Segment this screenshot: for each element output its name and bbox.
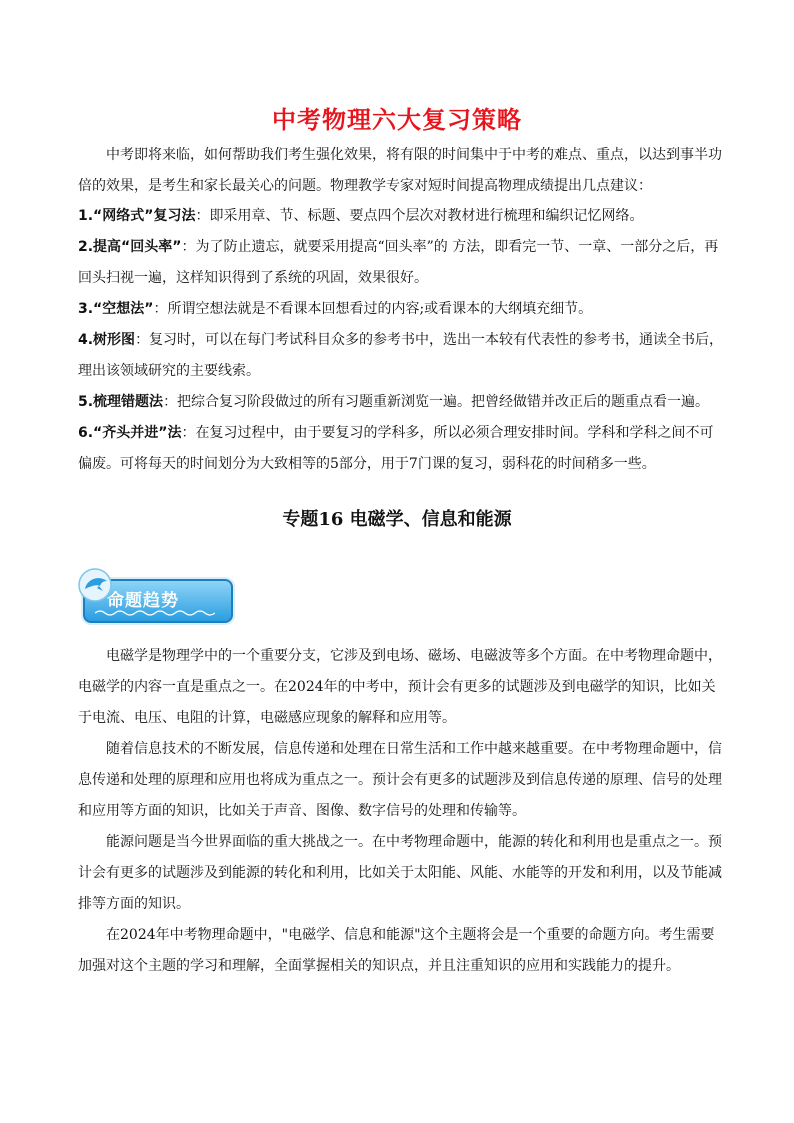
section-subtitle: 专题16 电磁学、信息和能源 xyxy=(282,509,512,530)
item-label: 5.梳理错题法 xyxy=(78,394,164,410)
body-paragraph: 能源问题是当今世界面临的重大挑战之一。在中考物理命题中，能源的转化和利用也是重点之一。预计会有更多的试题涉及到能源的转化和利用，比如关于太阳能、风能、水能等的开发和利用，以及节能减排等方面的知识。 xyxy=(78,834,722,912)
body-paragraph: 在2024年中考物理命题中，"电磁学、信息和能源"这个主题将会是一个重要的命题方向。考生需要加强对这个主题的学习和理解，全面掌握相关的知识点，并且注重知识的应用和实践能力的提升。 xyxy=(78,927,715,974)
list-item xyxy=(78,232,724,294)
list-item xyxy=(78,387,724,418)
body-paragraph: 电磁学是物理学中的一个重要分支，它涉及到电场、磁场、电磁波等多个方面。在中考物理命题中，电磁学的内容一直是重点之一。在2024年的中考中，预计会有更多的试题涉及到电磁学的知识，比如关于电流、电压、电阻的计算，电磁感应现象的解释和应用等。 xyxy=(78,648,722,726)
item-text: ：所谓空想法就是不看课本回想看过的内容;或看课本的大纲填充细节。 xyxy=(153,301,593,317)
item-label: 4.树形图 xyxy=(78,332,136,348)
strategy-list xyxy=(78,201,724,480)
list-item xyxy=(78,325,724,387)
item-text: ：在复习过程中，由于要复习的学科多，所以必须合理安排时间。学科和学科之间不可偏废。可将每天的时间划分为大致相等的5部分，用于7门课的复习，弱科花的时间稍多一些。 xyxy=(78,425,714,472)
intro-paragraph: 中考即将来临，如何帮助我们考生强化效果，将有限的时间集中于中考的难点、重点，以达到事半功倍的效果，是考生和家长最关心的问题。物理教学专家对短时间提高物理成绩提出几点建议： xyxy=(78,147,722,194)
page-title: 中考物理六大复习策略 xyxy=(272,106,522,134)
list-item xyxy=(78,201,724,232)
intro-section xyxy=(78,140,724,202)
body-paragraph: 随着信息技术的不断发展，信息传递和处理在日常生活和工作中越来越重要。在中考物理命题中，信息传递和处理的原理和应用也将成为重点之一。预计会有更多的试题涉及到信息传递的原理、信号的处理和应用等方面的知识，比如关于声音、图像、数字信号的处理和传输等。 xyxy=(78,741,722,819)
item-text: ：为了防止遗忘，就要采用提高“回头率”的 方法，即看完一节、一章、一部分之后，再回头扫视一遍，这样知识得到了系统的巩固，效果很好。 xyxy=(78,239,719,286)
item-label: 6.“齐头并进”法 xyxy=(78,425,182,441)
item-label: 3.“空想法” xyxy=(78,301,154,317)
badge-label: 命题趋势 xyxy=(107,591,179,611)
list-item xyxy=(78,294,724,325)
topic-badge xyxy=(77,567,233,625)
item-text: ：即采用章、节、标题、要点四个层次对教材进行梳理和编织记忆网络。 xyxy=(195,208,644,224)
item-text: ：把综合复习阶段做过的所有习题重新浏览一遍。把曾经做错并改正后的题重点看一遍。 xyxy=(163,394,710,410)
item-label: 2.提高“回头率” xyxy=(78,239,182,255)
trend-section xyxy=(78,641,724,982)
wave-decoration-icon xyxy=(95,609,215,617)
item-text: ：复习时，可以在每门考试科目众多的参考书中，选出一本较有代表性的参考书，通读全书后，理出该领域研究的主要线索。 xyxy=(78,332,724,379)
item-label: 1.“网络式”复习法 xyxy=(78,208,196,224)
list-item xyxy=(78,418,724,480)
